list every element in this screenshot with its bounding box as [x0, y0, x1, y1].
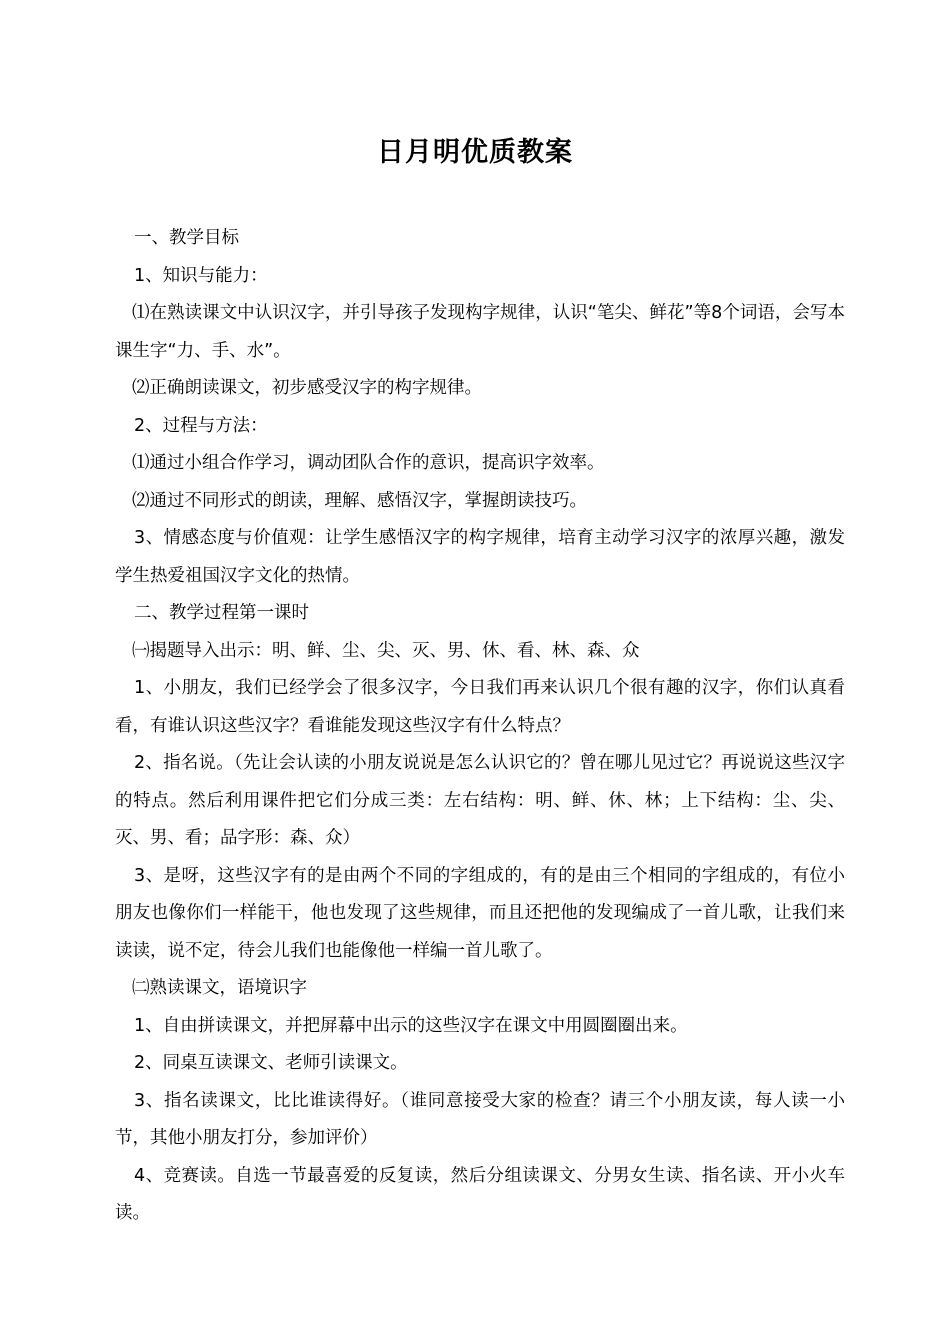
paragraph: 2、同桌互读课文、老师引读课文。	[134, 1053, 408, 1073]
paragraph: 3、情感态度与价值观：让学生感悟汉字的构字规律，培育主动学习汉字的浓厚兴趣，激发学生热爱祖国汉字文化的热情。	[115, 528, 845, 586]
paragraph: ⑵通过不同形式的朗读，理解、感悟汉字，掌握朗读技巧。	[132, 490, 587, 511]
paragraph: ㈠揭题导入出示：明、鲜、尘、尖、灭、男、休、看、林、森、众	[132, 640, 640, 661]
paragraph: 2、指名说。（先让会认读的小朋友说说是怎么认识它的？曾在哪儿见过它？再说说这些汉字的特点。然后利用课件把它们分成三类：左右结构：明、鲜、休、林；上下结构：尘、尖、灭、男、看；品字形：森、众）	[115, 753, 845, 848]
paragraph: 3、是呀，这些汉字有的是由两个不同的字组成的，有的是由三个相同的字组成的，有位小朋友也像你们一样能干，他也发现了这些规律，而且还把他的发现编成了一首儿歌，让我们来读读，说不定，待会儿我们也能像他一样编一首儿歌了。	[115, 865, 845, 961]
paragraph: 1、小朋友，我们已经学会了很多汉字，今日我们再来认识几个很有趣的汉字，你们认真看看，有谁认识这些汉字？看谁能发现这些汉字有什么特点？	[115, 678, 845, 736]
document-title: 日月明优质教案	[377, 137, 573, 168]
paragraph: 4、竞赛读。自选一节最喜爱的反复读，然后分组读课文、分男女生读、指名读、开小火车读。	[115, 1165, 845, 1223]
section-heading-objectives: 一、教学目标	[134, 228, 239, 248]
paragraph: ⑴通过小组合作学习，调动团队合作的意识，提高识字效率。	[132, 453, 605, 473]
paragraph: 1、自由拼读课文，并把屏幕中出示的这些汉字在课文中用圆圈圈出来。	[134, 1015, 688, 1036]
paragraph: ⑴在熟读课文中认识汉字，并引导孩子发现构字规律，认识“笔尖、鲜花”等8个词语，会写本课生字“力、手、水”。	[115, 303, 845, 361]
document-body	[115, 220, 845, 1233]
subheading-knowledge-ability: 1、知识与能力：	[134, 265, 268, 286]
paragraph: 3、指名读课文，比比谁读得好。（谁同意接受大家的检查？请三个小朋友读，每人读一小节，其他小朋友打分，参加评价）	[115, 1090, 845, 1148]
paragraph: ⑵正确朗读课文，初步感受汉字的构字规律。	[132, 378, 482, 398]
section-heading-process: 二、教学过程第一课时	[134, 603, 309, 623]
subheading-reading: ㈡熟读课文，语境识字	[132, 978, 307, 998]
subheading-process-method: 2、过程与方法：	[134, 415, 268, 436]
